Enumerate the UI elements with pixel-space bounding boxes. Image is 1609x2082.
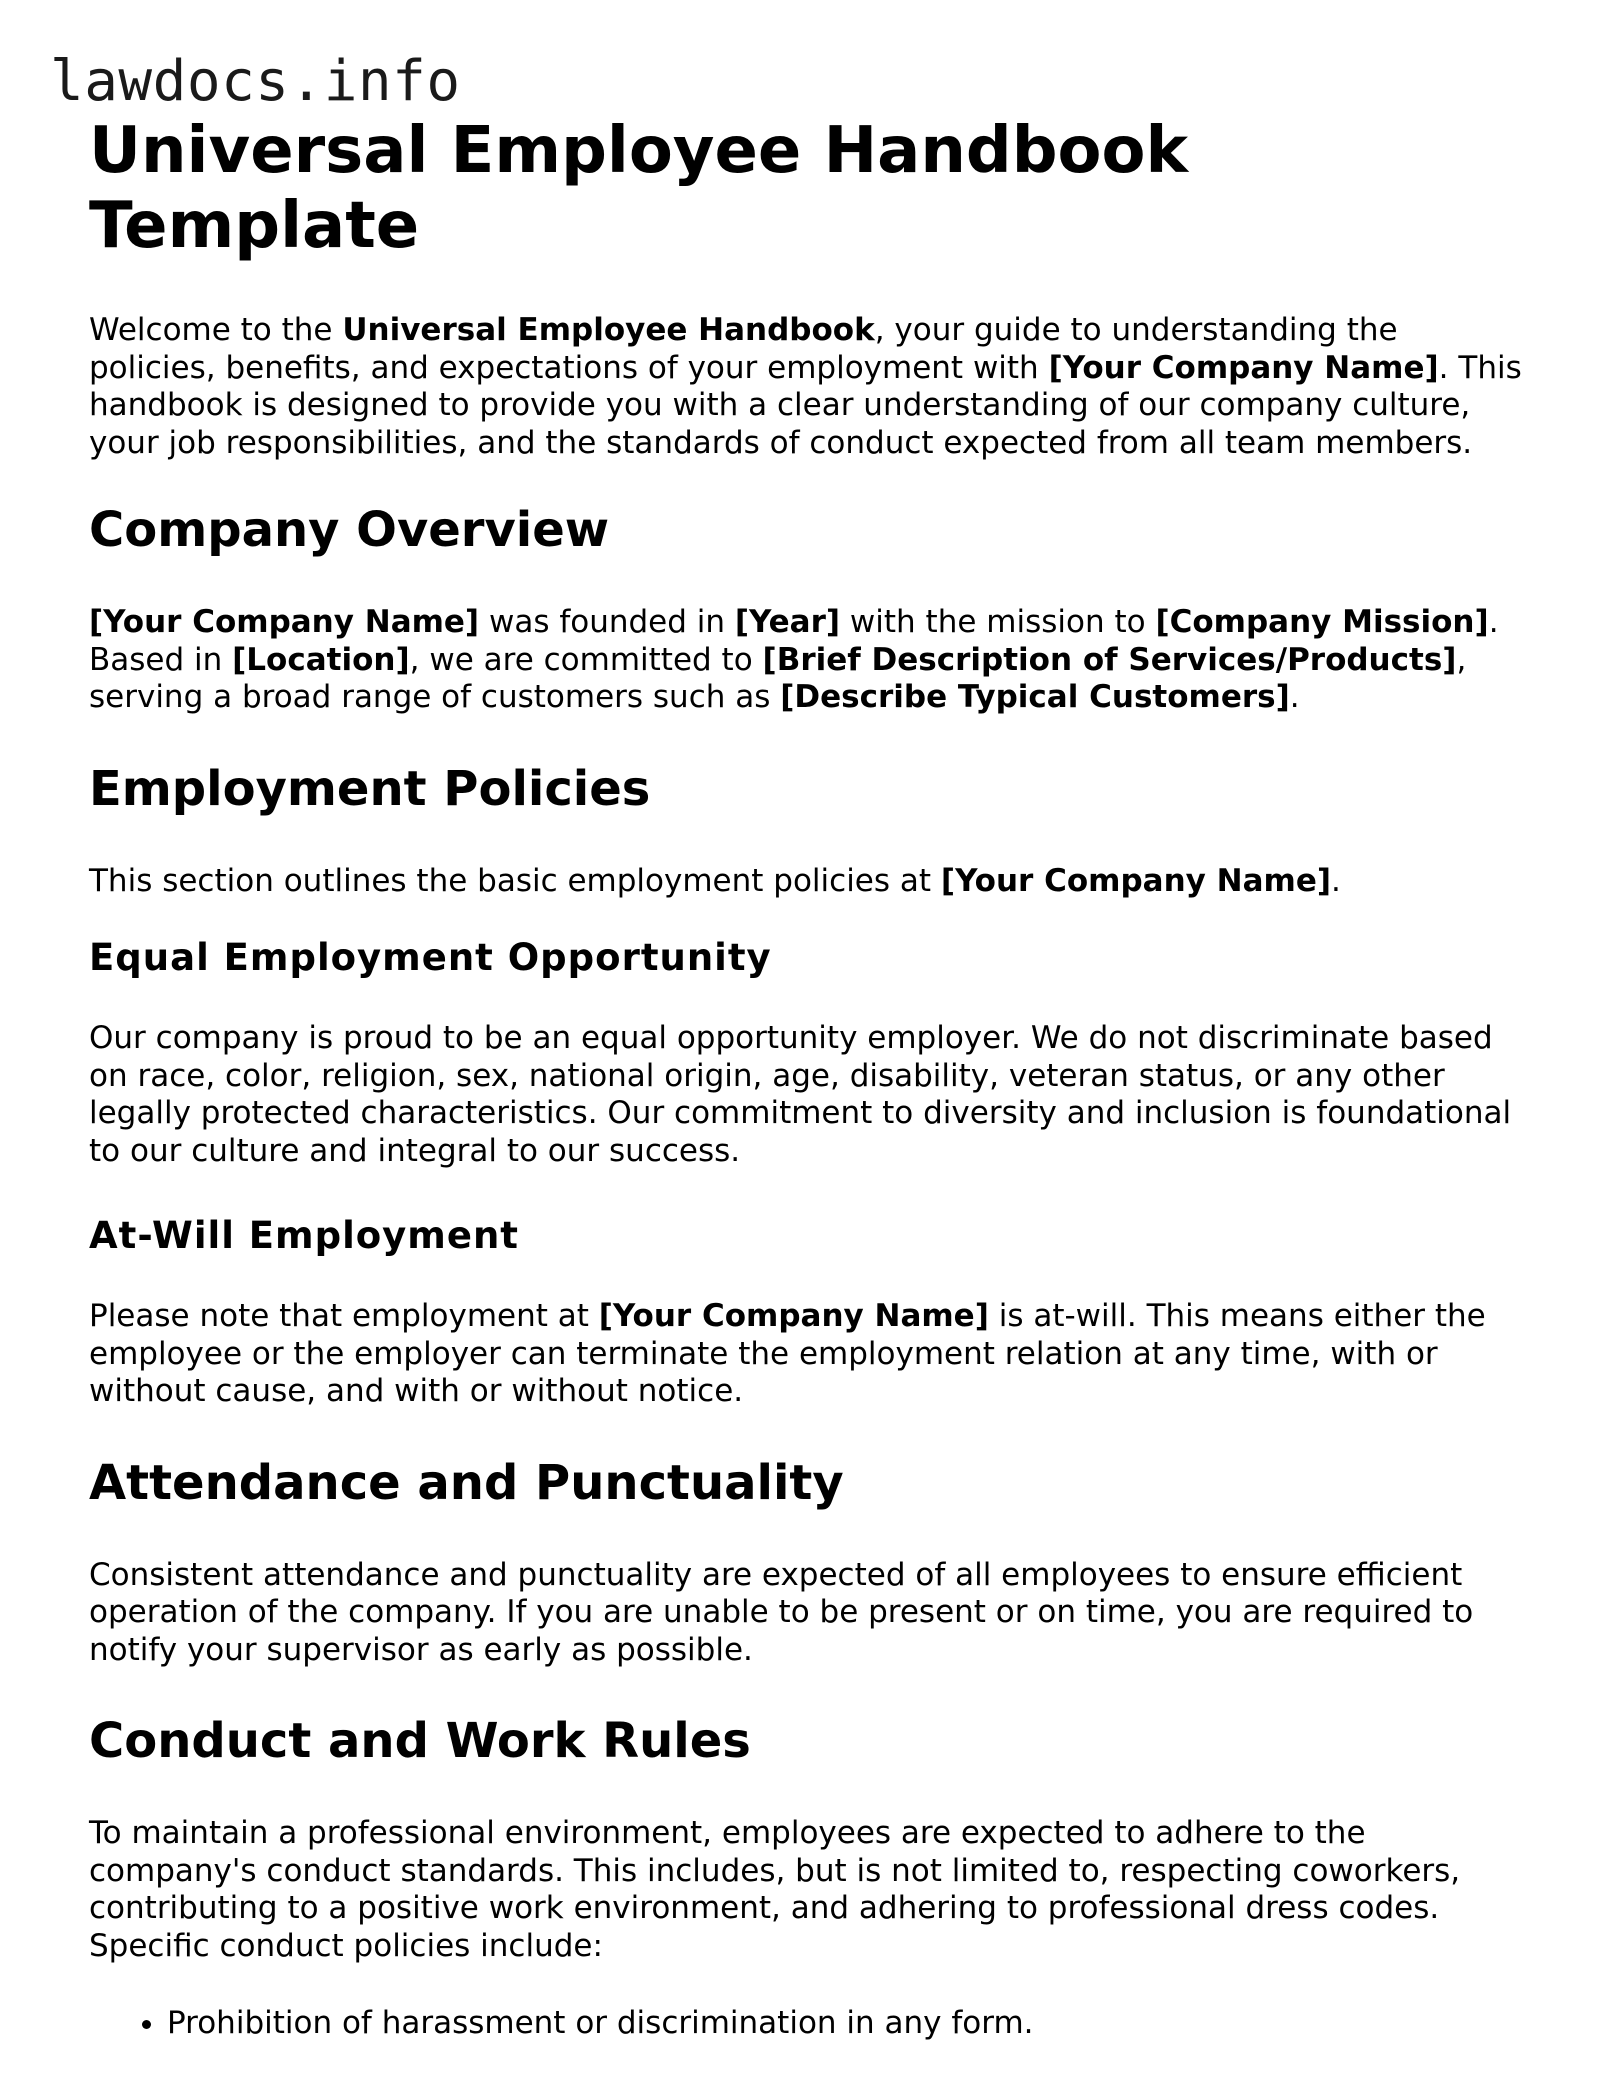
employment-policies-paragraph: This section outlines the basic employment policies at [Your Company Name].	[89, 862, 1341, 899]
employment-policies-heading: Employment Policies	[89, 760, 651, 817]
watermark: lawdocs.info	[50, 49, 461, 114]
document-title: Universal Employee Handbook Template	[89, 114, 1189, 263]
conduct-heading: Conduct and Work Rules	[89, 1713, 751, 1769]
at-will-paragraph: Please note that employment at [Your Company Name] is at-will. This means either the employee or the employer can terminate the employment relation at any time, with or without cause, and with or without notice.	[89, 1298, 1486, 1409]
company-overview-paragraph: [Your Company Name] was founded in [Year] with the mission to [Company Mission]. Based in [Location], we are committed to [Brief Description of Services/Products], serving a broad range of customers such as [Describe Typical Customers].	[89, 604, 1499, 715]
list-item: • Prohibition of harassment or discrimination in any form.	[167, 2005, 1529, 2043]
document-body	[89, 114, 1529, 2043]
eeo-paragraph: Our company is proud to be an equal opportunity employer. We do not discriminate based on race, color, religion, sex, national origin, age, disability, veteran status, or any other legally protected characteristics. Our commitment to diversity and inclusion is foundational to our culture and integral to our success.	[89, 1020, 1512, 1169]
conduct-list	[89, 2005, 1529, 2043]
company-overview-heading: Company Overview	[89, 502, 610, 558]
intro-paragraph: Welcome to the Universal Employee Handbook, your guide to understanding the policies, benefits, and expectations of your employment with [Your Company Name]. This handbook is designed to provide you with a clear understanding of our company culture, your job responsibilities, and the standards of conduct expected from all team members.	[89, 312, 1522, 461]
eeo-heading: Equal Employment Opportunity	[89, 936, 772, 979]
attendance-paragraph: Consistent attendance and punctuality are expected of all employees to ensure efficient operation of the company. If you are unable to be present or on time, you are required to notify your supervisor as early as possible.	[89, 1556, 1474, 1668]
at-will-heading: At-Will Employment	[89, 1214, 519, 1257]
attendance-heading: Attendance and Punctuality	[89, 1454, 844, 1511]
conduct-paragraph: To maintain a professional environment, employees are expected to adhere to the company's conduct standards. This includes, but is not limited to, respecting coworkers, contributing to a positive work environment, and adhering to professional dress codes. Specific conduct policies include:	[89, 1815, 1461, 1964]
